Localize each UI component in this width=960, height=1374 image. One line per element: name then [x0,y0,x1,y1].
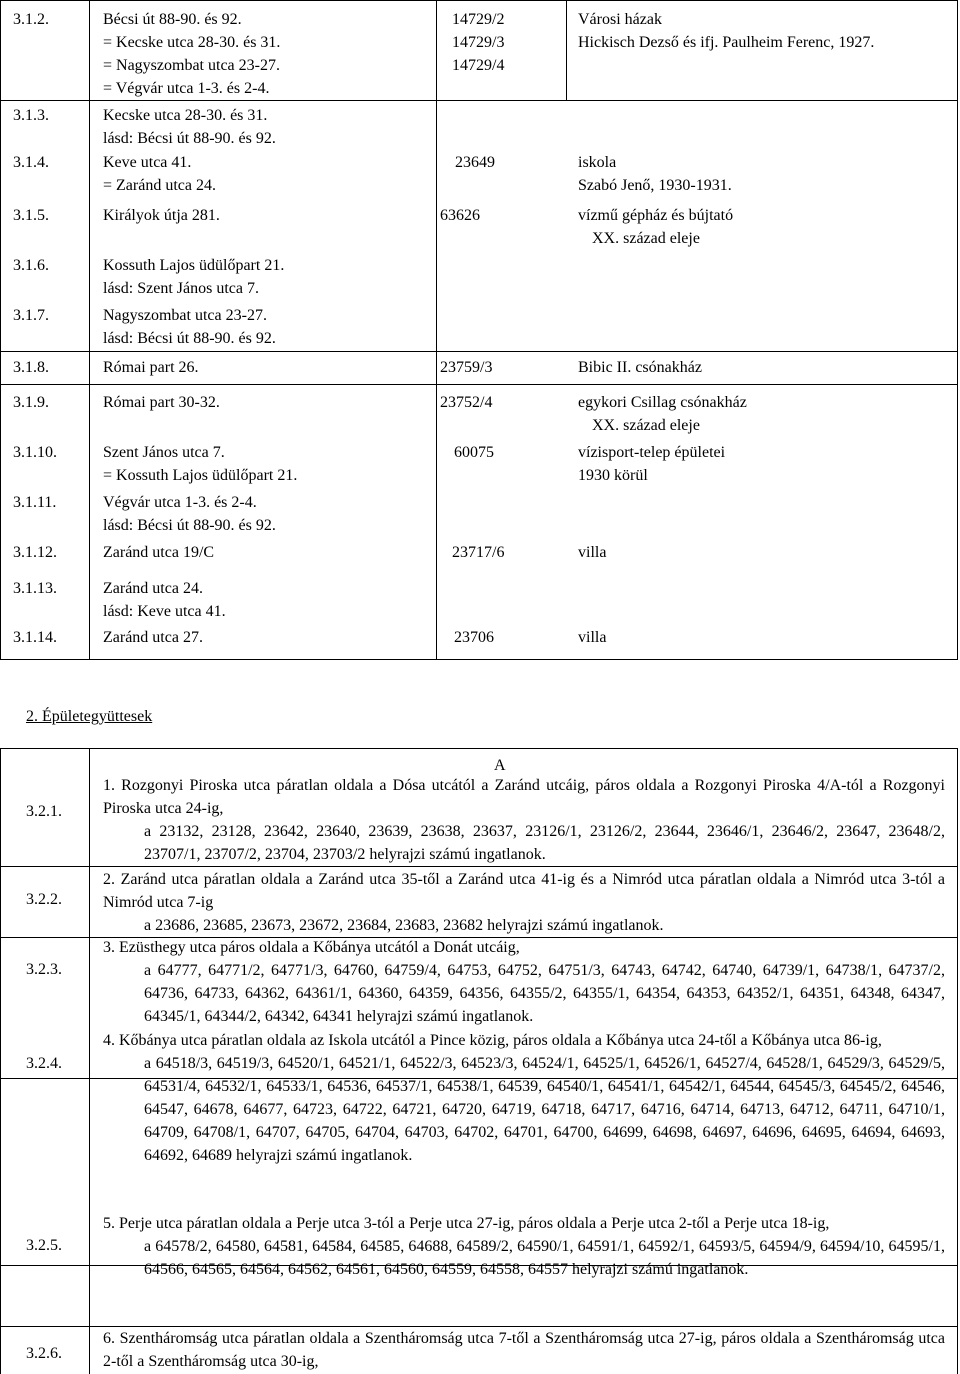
address-line: Római part 30-32. [103,394,220,411]
row-address [103,254,284,300]
address-line: Szent János utca 7. [103,444,225,461]
table-border-top [0,748,958,749]
lot-number: 14729/4 [452,57,505,74]
row-lot-numbers [452,8,504,77]
description-line: Szabó Jenő, 1930-1931. [578,177,732,194]
address-line: = Kossuth Lajos üdülőpart 21. [103,467,298,484]
description-line: vízmű gépház és bújtató [578,207,734,224]
address-line: Keve utca 41. [103,154,192,171]
description-line: Hickisch Dezső és ifj. Paulheim Ferenc, 1927. [578,34,875,51]
description-line: egykori Csillag csónakház [578,394,747,411]
row-number: 3.2.2. [26,891,62,908]
address-line: lásd: Szent János utca 7. [103,280,259,297]
lot-number: 60075 [454,444,494,461]
item-description: 3. Ezüsthegy utca páros oldala a Kőbánya utcától a Donát utcáig, [103,939,520,956]
row-number: 3.1.5. [13,207,49,224]
row-number: 3.1.4. [13,154,49,171]
row-address [103,626,203,649]
description-line: iskola [578,154,617,171]
lot-number: 23706 [454,629,494,646]
row-description [578,151,732,197]
description-line: villa [578,629,607,646]
item-lot-list: a 64578/2, 64580, 64581, 64584, 64585, 64688, 64589/2, 64590/1, 64591/1, 64592/1, 64593/5, 64594/9, 64594/10, 64595/1, 64566, 64565, 64564, 64562, 64561, 64560, 64559, 64558, 64557 helyrajzi számú ingatlanok. [144,1238,945,1278]
row-number: 3.1.10. [13,444,57,461]
row-number: 3.2.5. [26,1237,62,1254]
table-border-right [957,748,958,1374]
row-number: 3.1.6. [13,257,49,274]
address-line: lásd: Keve utca 41. [103,603,226,620]
item-description: 1. Rozgonyi Piroska utca páratlan oldala a Dósa utcától a Zaránd utcáig, páros oldala a Rozgonyi Piroska 4/A-tól a Rozgonyi Piroska utca 24-ig, [103,777,945,817]
row-number: 3.2.6. [26,1345,62,1362]
table-border-top [0,0,958,1]
row-address [103,577,226,623]
row-address [103,151,216,197]
address-line: = Nagyszombat utca 23-27. [103,57,280,74]
row-address [103,441,297,487]
lot-number: 63626 [440,207,480,224]
address-line: Zaránd utca 27. [103,629,203,646]
row-number: 3.1.8. [13,359,49,376]
row-description [578,626,606,649]
table-border-bottom [0,659,958,660]
row-description [578,541,606,564]
row-description [578,8,874,54]
lot-number: 14729/3 [452,34,505,51]
building-group-item [103,1212,945,1281]
address-line: Zaránd utca 19/C [103,544,215,561]
row-number: 3.1.14. [13,629,57,646]
item-lot-list: a 64518/3, 64519/3, 64520/1, 64521/1, 64522/3, 64523/3, 64524/1, 64525/1, 64526/1, 64527/4, 64528/1, 64529/3, 64529/5, 64531/4, 64532/1, 64533/1, 64536, 64537/1, 64538/1, 64539, 64540/1, 64541/1, 64542/1, 64544, 64545/3, 64545/2, 64546, 64547, 64678, 64677, 64723, 64722, 64721, 64720, 64719, 64718, 64717, 64716, 64714, 64713, 64712, 64711, 64710/1, 64709, 64708/1, 64707, 64705, 64704, 64703, 64702, 64701, 64700, 64699, 64698, 64697, 64696, 64695, 64694, 64693, 64692, 64689 helyrajzi számú ingatlanok. [144,1055,945,1164]
row-address [103,391,220,414]
item-description: 5. Perje utca páratlan oldala a Perje utca 3-tól a Perje utca 27-ig, páros oldala a Perje utca 2-től a Perje utca 18-ig, [103,1215,830,1232]
address-line: Nagyszombat utca 23-27. [103,307,267,324]
column-header: A [494,757,506,774]
address-line: lásd: Bécsi út 88-90. és 92. [103,330,276,347]
row-number: 3.1.2. [13,11,49,28]
row-address [103,356,199,379]
row-description [578,441,725,487]
row-description [578,356,702,379]
address-line: = Zaránd utca 24. [103,177,216,194]
row-address [103,491,276,537]
lot-number: 14729/2 [452,11,505,28]
section-heading: 2. Épületegyüttesek [26,708,153,725]
row-number: 3.2.1. [26,803,62,820]
row-address [103,204,220,227]
row-number: 3.1.13. [13,580,57,597]
table-border-right [957,0,958,660]
address-line: Zaránd utca 24. [103,580,203,597]
lot-number: 23649 [455,154,495,171]
description-line: vízisport-telep épületei [578,444,726,461]
building-group-item [103,1327,945,1373]
address-line: = Végvár utca 1-3. és 2-4. [103,80,270,97]
table-column-divider [89,748,90,1374]
building-group-item [103,936,945,1028]
item-lot-list: a 23132, 23128, 23642, 23640, 23639, 23638, 23637, 23126/1, 23126/2, 23644, 23646/1, 23646/2, 23647, 23648/2, 23707/1, 23707/2, 23704, 23703/2 helyrajzi számú ingatlanok. [144,823,945,863]
address-line: Királyok útja 281. [103,207,220,224]
row-number: 3.1.3. [13,107,49,124]
table-border-left [0,748,1,1374]
table-column-divider [89,0,90,660]
lot-number: 23759/3 [440,359,493,376]
item-lot-list: a 64777, 64771/2, 64771/3, 64760, 64759/4, 64753, 64752, 64751/3, 64743, 64742, 64740, 64739/1, 64738/1, 64737/2, 64736, 64733, 64362, 64361/1, 64360, 64359, 64356, 64355/2, 64355/1, 64354, 64353, 64352/1, 64351, 64348, 64347, 64345/1, 64344/2, 64342, 64341 helyrajzi számú ingatlanok. [144,962,945,1025]
table-row-divider [0,384,958,385]
building-groups-table [0,748,958,1374]
row-address [103,8,280,100]
address-line: Kossuth Lajos üdülőpart 21. [103,257,285,274]
address-line: = Kecske utca 28-30. és 31. [103,34,281,51]
item-description: 4. Kőbánya utca páratlan oldala az Iskola utcától a Pince közig, páros oldala a Kőbánya utca 24-től a Kőbánya utca 86-ig, [103,1032,882,1049]
row-number: 3.1.12. [13,544,57,561]
table-border-left [0,0,1,660]
row-number: 3.1.7. [13,307,49,324]
address-line: Kecske utca 28-30. és 31. [103,107,268,124]
address-line: Római part 26. [103,359,199,376]
address-line: Bécsi út 88-90. és 92. [103,11,242,28]
description-line: XX. század eleje [592,417,700,434]
item-description: 6. Szentháromság utca páratlan oldala a Szentháromság utca 7-től a Szentháromság utca 27-ig, páros oldala a Szentháromság utca 2-től a Szentháromság utca 30-ig, [103,1330,945,1370]
building-group-item [103,1029,945,1167]
address-line: lásd: Bécsi út 88-90. és 92. [103,130,276,147]
lot-number: 23752/4 [440,394,493,411]
description-line: 1930 körül [578,467,648,484]
row-number: 3.2.4. [26,1055,62,1072]
row-number: 3.1.9. [13,394,49,411]
monuments-table [0,0,958,660]
description-line: Városi házak [578,11,662,28]
row-number: 3.1.11. [13,494,57,511]
description-line: Bibic II. csónakház [578,359,702,376]
row-description [578,204,733,250]
table-row-divider [0,100,958,101]
table-row-divider [0,351,958,352]
item-lot-list: a 23686, 23685, 23673, 23672, 23684, 23683, 23682 helyrajzi számú ingatlanok. [144,917,664,934]
description-line: villa [578,544,607,561]
table-column-divider [436,0,437,660]
row-address [103,304,276,350]
building-group-item [103,774,945,866]
address-line: lásd: Bécsi út 88-90. és 92. [103,517,276,534]
description-line: XX. század eleje [592,230,700,247]
building-group-item [103,868,945,937]
row-address [103,541,214,564]
item-description: 2. Zaránd utca páratlan oldala a Zaránd utca 35-től a Zaránd utca 41-ig és a Nimród utca páratlan oldala a Nimród utca 3-tól a Nimród utca 7-ig [103,871,945,911]
table-row-divider [0,866,958,867]
row-number: 3.2.3. [26,961,62,978]
lot-number: 23717/6 [452,544,505,561]
table-column-divider [566,0,567,100]
row-description [578,391,747,437]
row-address [103,104,276,150]
address-line: Végvár utca 1-3. és 2-4. [103,494,257,511]
